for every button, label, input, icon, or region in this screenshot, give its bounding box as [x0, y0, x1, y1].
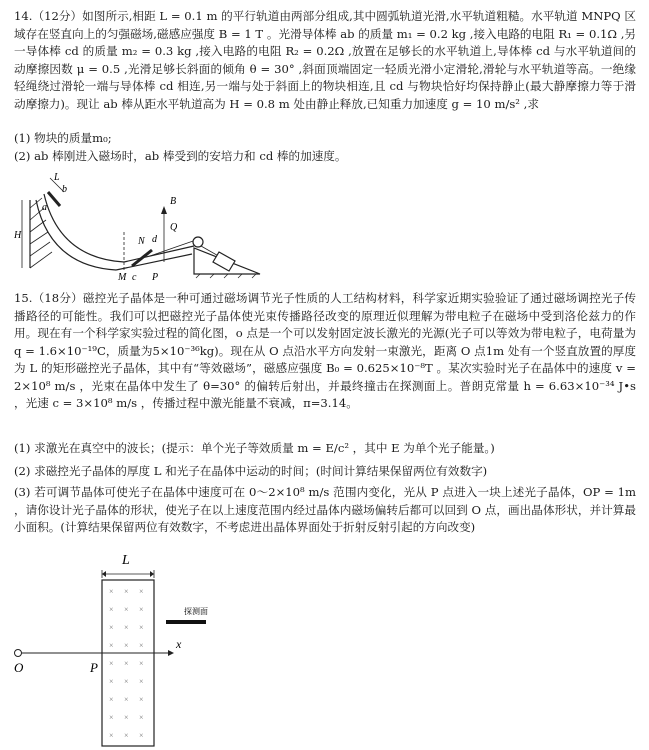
q14-label-a: a — [42, 202, 47, 213]
q14-figure — [14, 170, 264, 280]
q14-label-L: L — [54, 172, 60, 183]
q14-label-B: B — [170, 196, 177, 207]
q15-label-L: L — [122, 553, 130, 568]
q15-label-x: x — [176, 637, 182, 651]
q15-sub3: (3) 若可调节晶体可使光子在晶体中速度可在 0～2×10⁸ m/s 范围内变化，光从 P 点进入一块上述光子晶体，OP = 1m ，请你设计光子晶体的形状，使光子在以上速度范围内经过晶体内磁场偏转后都可以回到 O 点，画出晶体形状，并计算最小面积。(计算结果保留两位有效数字，不考虑进出晶体界面处于折射反射引起的方向改变) — [14, 485, 636, 534]
field-cross: × — [124, 731, 129, 740]
q14-label-M: M — [118, 272, 127, 280]
q14-label-c: c — [132, 272, 137, 280]
q14-rod-ab — [48, 192, 60, 206]
field-cross: × — [109, 731, 114, 740]
q14-field-B-arrowhead — [161, 206, 167, 214]
q14-curved-rail-back — [44, 194, 124, 262]
q14-label-Q: Q — [170, 222, 178, 233]
field-cross: × — [139, 677, 144, 686]
field-cross: × — [124, 695, 129, 704]
field-cross: × — [139, 587, 144, 596]
field-cross: × — [109, 659, 114, 668]
q15-figure — [14, 548, 254, 748]
q15-point-O — [15, 650, 22, 657]
q15-label-O: O — [14, 660, 24, 675]
q14-label-H: H — [14, 230, 22, 241]
field-cross: × — [139, 695, 144, 704]
q14-rail-back — [124, 246, 194, 262]
q14-rail-front — [116, 254, 192, 270]
q15-L-arrow-right — [150, 571, 154, 577]
field-cross: × — [109, 623, 114, 632]
q14-pulley — [193, 237, 203, 247]
q15-sub1: (1) 求激光在真空中的波长；(提示：单个光子等效质量 m = E/c² ，其中 E 为单个光子能量。) — [14, 441, 495, 455]
field-cross: × — [124, 713, 129, 722]
q15-stem: 15.（18分）磁控光子晶体是一种可通过磁场调节光子性质的人工结构材料，科学家近期实验验证了通过磁场调控光子传播路径的可能性。我们可以把磁控光子晶体使光束传播路径改变的原理近似理解为带电粒子在磁场中受到洛伦兹力的作用。现在有一个科学家实验过程的简化图，o 点是一个可以发射固定波长激光的光源(光子可以等效为带电粒子，电荷量为q = 1.6×10⁻¹⁹C，质量为5×10⁻³⁶kg)。现在从 O 点沿水平方向发射一束激光，距离 O 点1m 处有一个竖直放置的厚度为 L 的矩形磁控光子晶体，其中有“等效磁场”，磁感应强度 B₀ = 0.625×10⁻⁸T 。某次实验时光子在晶体中的速度 v = 2×10⁸ m/s ，光束在晶体中发生了 θ=30° 的偏转后射出，并最终撞击在探测面上。普朗克常量 h = 6.63×10⁻³⁴ J•s ，光速 c = 3×10⁸ m/s ，传播过程中激光能量不衰减，π=3.14。 — [14, 291, 636, 410]
q14-label-b: b — [62, 184, 67, 195]
q15-L-arrow-left — [102, 571, 106, 577]
field-cross: × — [109, 605, 114, 614]
field-cross: × — [139, 659, 144, 668]
field-cross: × — [109, 695, 114, 704]
field-cross: × — [109, 713, 114, 722]
field-cross: × — [124, 641, 129, 650]
field-cross: × — [139, 731, 144, 740]
q15-sub2: (2) 求磁控光子晶体的厚度 L 和光子在晶体中运动的时间；(时间计算结果保留两位有效数字) — [14, 464, 488, 478]
q14-label-N: N — [138, 236, 145, 247]
field-cross: × — [124, 587, 129, 596]
field-cross: × — [109, 677, 114, 686]
field-cross: × — [124, 605, 129, 614]
q14-sub2: (2) ab 棒刚进入磁场时，ab 棒受到的安培力和 cd 棒的加速度。 — [14, 149, 347, 163]
q14-label-d: d — [152, 234, 157, 245]
q14-stem: 14.（12分）如图所示,相距 L = 0.1 m 的平行轨道由两部分组成,其中圆弧轨道光滑,水平轨道粗糙。水平轨道 MNPQ 区域存在竖直向上的匀强磁场,磁感应强度 B = 1 T 。光滑导体棒 ab 的质量 m₁ = 0.2 kg ,接入电路的电阻 R₁ = 0.1Ω ,另一导体棒 cd 的质量 m₂ = 0.3 kg ,接入电路的电阻 R₂ = 0.2Ω ,放置在足够长的水平轨道上,导体棒 cd 与水平轨道间的动摩擦因数 μ = 0.5 ,光滑足够长斜面的倾角 θ = 30° ,斜面顶端固定一轻质光滑小定滑轮,滑轮与水平轨道等高。一绝缘轻绳绕过滑轮一端与导体棒 cd 相连,另一端与处于斜面上的物块相连,且 cd 与物块恰好均保持静止(最大静摩擦力等于滑动摩擦力)。现让 ab 棒从距水平轨道高为 H = 0.8 m 处由静止释放,已知重力加速度 g = 10 m/s² ,求 — [14, 9, 636, 111]
q14-label-P: P — [152, 272, 159, 280]
field-cross: × — [109, 587, 114, 596]
q15-x-arrowhead — [168, 650, 174, 656]
q14-sub1: (1) 物块的质量m₀; — [14, 131, 112, 145]
q15-label-P: P — [90, 660, 98, 675]
field-cross: × — [139, 623, 144, 632]
q15-label-detector: 探测面 — [184, 607, 208, 616]
field-cross: × — [139, 713, 144, 722]
q14-incline-hatch — [196, 274, 256, 278]
field-cross: × — [139, 605, 144, 614]
field-cross: × — [109, 641, 114, 650]
field-cross: × — [124, 677, 129, 686]
field-cross: × — [139, 641, 144, 650]
field-cross: × — [124, 623, 129, 632]
field-cross: × — [124, 659, 129, 668]
